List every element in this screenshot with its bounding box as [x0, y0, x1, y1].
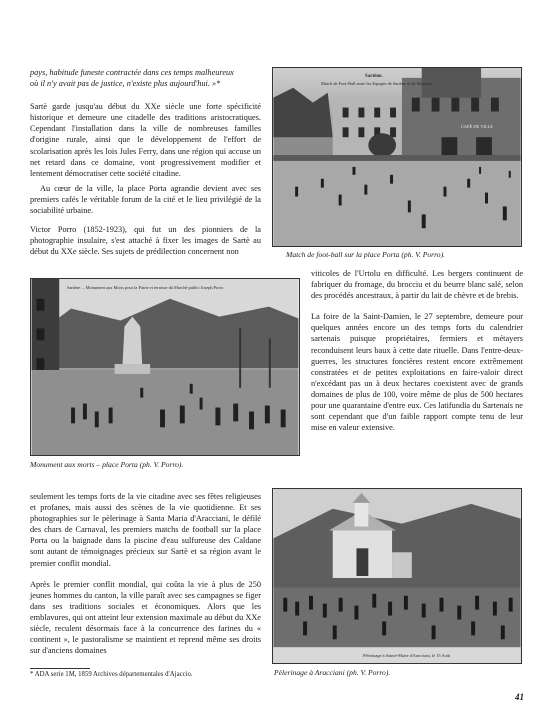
footnote: * ADA serie 1M, 1859 Archives départementales d'Ajaccio.	[30, 671, 193, 678]
quote-line-2: où il n'y avait pas de justice, n'existe plus aujourd'hui. »*	[30, 79, 221, 89]
page-number: 41	[515, 692, 524, 702]
text-block-col1-top	[30, 67, 261, 257]
text-block-col1-bottom	[30, 491, 261, 656]
paragraph: Victor Porro (1852-1923), qui fut un des pionniers de la photographie insulaire, s'est attaché à fixer les images de Sartè au début du XXe siècle. Ses sujets de prédilection concernent non	[30, 225, 261, 257]
footnote-rule	[30, 668, 90, 669]
pilgrimage-photo-image	[273, 489, 521, 663]
paragraph: Au cœur de la ville, la place Porta agrandie devient avec ses premiers cafés le véritable forum de la cité et le lieu privilégié de la sociabilité urbaine.	[30, 183, 261, 216]
photo-monument	[30, 278, 300, 456]
football-print-subtitle: Match de Foot-Ball entre les Equipes de Sartène et de Monacia	[321, 81, 432, 86]
football-shop-sign: CAFÉ DE VILLE	[461, 124, 493, 129]
paragraph: Après le premier conflit mondial, qui coûta la vie à plus de 250 jeunes hommes du canton, la ville paraît avec ses campagnes se figer dans ses traditions sociales et économiques. Alors que les emblavures, qui ont atteint leur extension maximale au début du XXe siècle, reculent désormais face à la concurrence des farines du « continent », le pastoralisme se maintient et reprend même ses droits sur d'anciens domaines	[30, 579, 261, 656]
caption-pilgrimage: Pèlerinage à Aracciani (ph. V. Porro).	[274, 668, 391, 677]
football-print-title: Sartène.	[365, 74, 383, 79]
photo-pilgrimage	[272, 488, 522, 664]
photo-football-match	[272, 67, 522, 247]
pilgrimage-print-caption: Pèlerinage à Sainte-Marie d'Aracciani, le 15 Août	[363, 653, 451, 658]
quote-text	[30, 67, 261, 89]
monument-print-title: Sartène. – Monument aux Morts pour la Patrie et terrasse du Marché public Joseph Porro	[67, 285, 224, 290]
paragraph: Sartè garde jusqu'au début du XXe siècle une forte spécificité historique et demeure une citadelle des traditions aristocratiques. Cependant l'installation dans la ville de nombreuses familles d'origine rurale, ainsi que le développement de l'effort de scolarisation après les lois Jules Ferry, dans une région qui accuse un net retard dans ce domaine, vont progressivement modifier et lentement démocratiser cette société citadine.	[30, 102, 261, 178]
quote-line-1: pays, habitude funeste contractée dans ces temps malheureux	[30, 68, 234, 77]
paragraph: La foire de la Saint-Damien, le 27 septembre, demeure pour quelques années encore un des temps forts du calendrier sartenais puisque propriétaires, fermiers et métayers reconduisent leurs baux à cette date rituelle. Dans l'entre-deux-guerres, les structures foncières restent encore extrêmement constratées et de petites exploitations en faire-valoir direct n'excédant pas un à deux hectares coexistent avec de grands domaines de plus de 100, voire même de plus de 500 hectares pour une quarantaine d'entre eux. Ces latifundia du Sartenais ne sont cependant que d'un faible rapport compte tenu de leur mise en valeur extensive.	[311, 312, 523, 433]
caption-football: Match de foot-ball sur la place Porta (ph. V. Porro).	[286, 250, 446, 259]
football-photo-image	[273, 68, 521, 246]
caption-monument: Monument aux morts – place Porta (ph. V. Porro).	[30, 460, 184, 469]
paragraph: seulement les temps forts de la vie citadine avec ses fêtes religieuses et profanes, mais aussi des scènes de la vie quotidienne. Et ses photographies sur le pèlerinage à Santa Maria d'Aracciani, le défilé des chars de Carnaval, les premiers matchs de football sur la place Porta ou la baignade dans la piscine d'eau sulfureuse des Caldane sont autant de témoignages précieux sur Sartè et sa région avant le premier conflit mondial.	[30, 492, 261, 568]
monument-photo-image	[31, 279, 299, 455]
text-block-col2-mid	[311, 268, 523, 433]
paragraph: viticoles de l'Urtolu en difficulté. Les bergers continuent de fabriquer du fromage, du brocciu et du beurre blanc salé, selon des procédés ancestraux, à partir du lait de chèvre et de brebis.	[311, 269, 523, 301]
